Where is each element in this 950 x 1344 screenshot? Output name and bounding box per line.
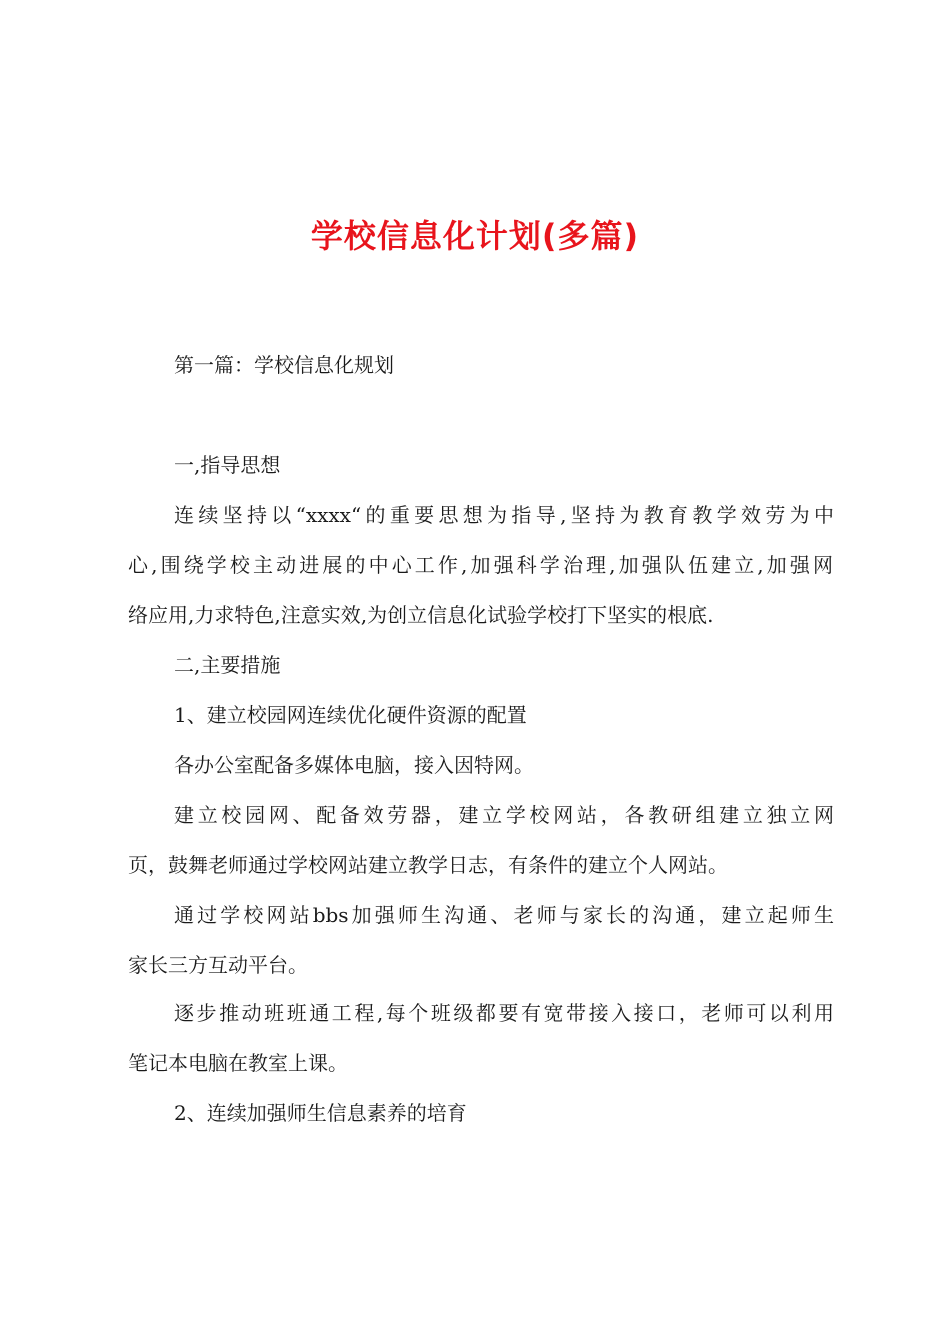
- document-title: 学校信息化计划(多篇): [310, 217, 640, 255]
- paragraph-line: 页，鼓舞老师通过学校网站建立教学日志，有条件的建立个人网站。: [128, 853, 728, 877]
- paragraph-line: 家长三方互动平台。: [128, 953, 308, 977]
- paragraph-line: 络应用,力求特色,注意实效,为创立信息化试验学校打下坚实的根底.: [128, 603, 714, 627]
- paragraph-line: 通过学校网站bbs加强师生沟通、老师与家长的沟通，建立起师生: [174, 903, 834, 927]
- paragraph-line: 各办公室配备多媒体电脑，接入因特网。: [174, 753, 534, 777]
- list-heading: 2、连续加强师生信息素养的培育: [174, 1101, 467, 1125]
- paragraph-line: 逐步推动班班通工程,每个班级都要有宽带接入接口，老师可以利用: [174, 1001, 834, 1025]
- paragraph-line: 建立校园网、配备效劳器，建立学校网站，各教研组建立独立网: [174, 803, 834, 827]
- paragraph-line: 连续坚持以“xxxx“的重要思想为指导,坚持为教育教学效劳为中: [174, 503, 834, 527]
- paragraph-line: 笔记本电脑在教室上课。: [128, 1051, 348, 1075]
- section-heading: 第一篇：学校信息化规划: [174, 353, 394, 377]
- subheading: 二,主要措施: [174, 653, 281, 677]
- list-heading: 1、建立校园网连续优化硬件资源的配置: [174, 703, 527, 727]
- subheading: 一,指导思想: [174, 453, 281, 477]
- paragraph-line: 心,围绕学校主动进展的中心工作,加强科学治理,加强队伍建立,加强网: [128, 553, 833, 577]
